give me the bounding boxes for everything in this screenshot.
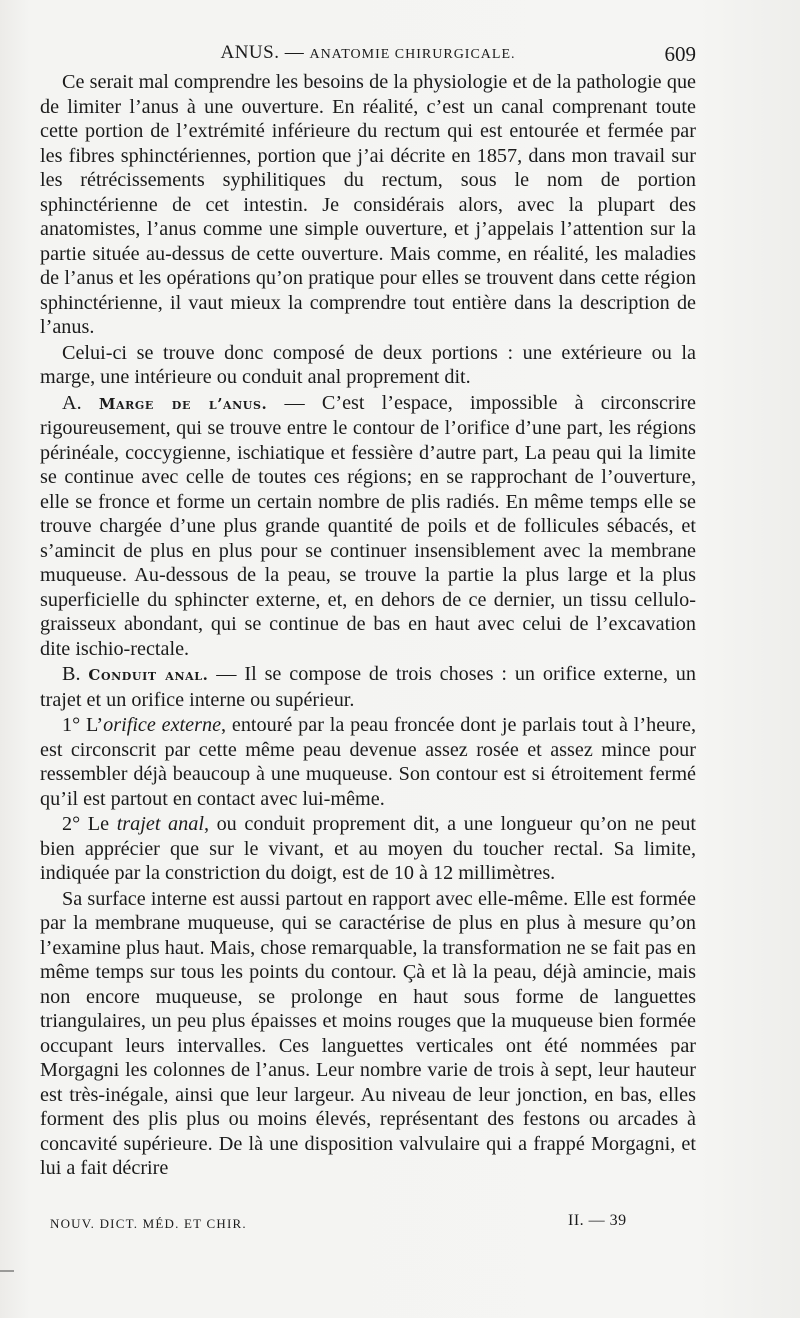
body-text <box>40 70 696 1182</box>
paragraph-trajet <box>40 812 696 886</box>
page-edge-mark <box>0 1270 14 1272</box>
paragraph-orifice <box>40 713 696 811</box>
footer-gathering-mark: II. — 39 <box>568 1212 627 1229</box>
item-heading-trajet: trajet anal <box>116 813 204 835</box>
section-text-marge: — C’est l’espace, impossible à circonscrire rigoureusement, qui se trouve entre le contour de l’orifice d’une part, les régions périnéale, coccygienne, ischiatique et fessière d’autre part, La peau qui la limite se continue avec celle de toutes ces régions; en se rapprochant de l’ouverture, elle se fronce et forme un certain nombre de plis radiés. En même temps elle se trouve chargée d’une plus grande quantité de poils et de follicules sébacés, et s’amincit de plus en plus pour se continuer insensiblement avec la membrane muqueuse. Au-dessous de la peau, se trouve la partie la plus large et la plus superficielle du sphincter externe, et, en dehors de ce dernier, un tissu cellulo-graisseux abondant, qui se continue de bas en haut avec celui de l’excavation dite ischio-rectale. <box>40 391 697 660</box>
paragraph-1: Ce serait mal comprendre les besoins de la physiologie et de la pathologie que de limiter l’anus à une ouverture. En réalité, c’est un canal comprenant toute cette portion de l’extrémité inférieure du rectum qui est entourée et fermée par les fibres sphinctériennes, portion que j’ai décrite en 1857, dans mon travail sur les rétrécissements syphilitiques du rectum, sous le nom de portion sphinctérienne de cet intestin. Je considérais alors, avec la plupart des anatomistes, l’anus comme une simple ouverture, et j’appelais l’attention sur la partie située au-dessus de cette ouverture. Mais comme, en réalité, les maladies de l’anus et les opérations qu’on pratique pour elles se trouvent dans cette région sphinctérienne, il vaut mieux la comprendre tout entière dans la description de l’anus. <box>40 71 696 338</box>
section-label-b: B. <box>62 663 81 685</box>
paragraph-conduit <box>40 662 696 712</box>
running-head-sub: ANATOMIE CHIRURGICALE. <box>309 47 516 62</box>
section-heading-conduit: Conduit anal. <box>88 666 209 684</box>
item-label-2: 2° Le <box>62 813 117 835</box>
section-heading-marge: Marge de l’anus. <box>98 394 268 413</box>
page-header <box>40 40 696 70</box>
item-heading-orifice: orifice externe <box>103 714 222 736</box>
footer-signature: NOUV. DICT. MÉD. ET CHIR. <box>50 1216 247 1231</box>
section-text-conduit: — Il se compose de trois choses : un orifice externe, un trajet et un orifice interne ou supérieur. <box>40 663 696 711</box>
running-head <box>40 42 696 64</box>
item-label-1: 1° L’ <box>62 714 104 736</box>
running-head-main: ANUS. — <box>220 42 305 63</box>
page-footer <box>40 1212 696 1236</box>
item-text-trajet: , ou conduit proprement dit, a une longueur qu’on ne peut bien apprécier que sur le vivant, et au moyen du toucher rectal. Sa limite, indiquée par la constriction du doigt, est de 10 à 12 millimètres. <box>40 813 696 884</box>
item-text-orifice: , entouré par la peau froncée dont je parlais tout à l’heure, est circonscrit par cette même peau devenue assez rosée et assez mince pour ressembler déjà beaucoup à une muqueuse. Son contour est si étroitement fermé qu’il est partout en contact avec lui-même. <box>40 714 696 810</box>
paragraph-2: Celui-ci se trouve donc composé de deux portions : une extérieure ou la marge, une intérieure ou conduit anal proprement dit. <box>40 341 696 388</box>
paragraph-surface: Sa surface interne est aussi partout en rapport avec elle-même. Elle est formée par la membrane muqueuse, qui se caractérise de plus en plus à mesure qu’on l’examine plus haut. Mais, chose remarquable, la transformation ne se fait pas en même temps sur tous les points du contour. Çà et là la peau, déjà amincie, mais non encore muqueuse, se prolonge en haut sous forme de languettes triangulaires, un peu plus épaisses et moins rouges que la muqueuse bien formée occupant leurs intervalles. Ces languettes verticales ont été nommées par Morgagni les colonnes de l’anus. Leur nombre varie de trois à sept, leur hauteur est très-inégale, ainsi que leur largeur. Au niveau de leur jonction, en bas, elles forment des plis plus ou moins élevés, représentant des festons ou arcades à concavité supérieure. De là une disposition valvulaire qui a frappé Morgagni, et lui a fait décrire <box>40 887 696 1179</box>
paragraph-marge <box>40 391 696 662</box>
page-number: 609 <box>664 42 696 66</box>
section-label-a: A. <box>62 391 82 414</box>
